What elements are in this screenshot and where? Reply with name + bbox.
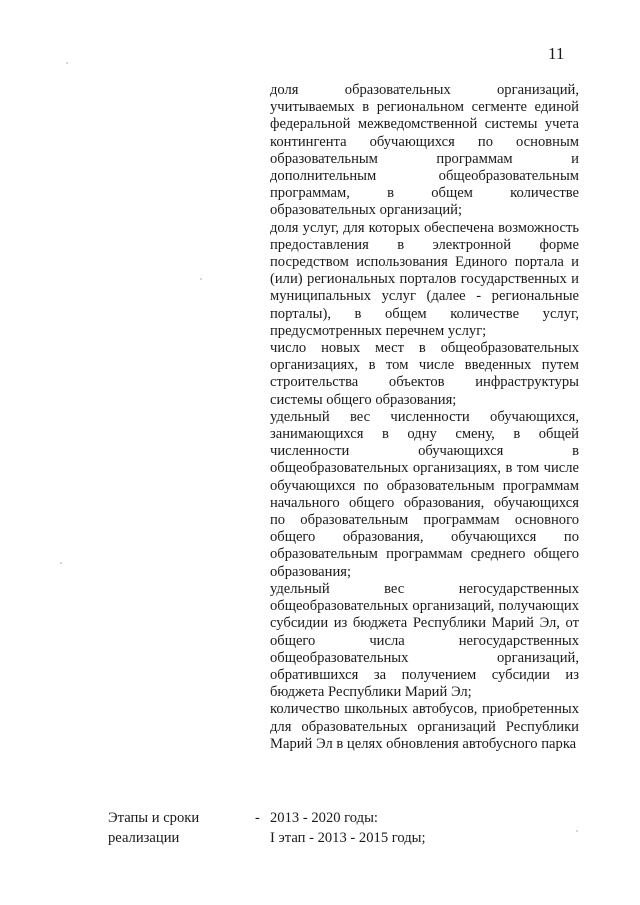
scan-speck [60, 562, 62, 564]
scan-speck [576, 830, 578, 832]
indicators-list [270, 82, 579, 753]
indicator-item: доля услуг, для которых обеспечена возможность предоставления в электронной форме посредством использования Единого портала и (или) региональных порталов государственных и муниципальных услуг (далее - региональные порталы), в общем количестве услуг, предусмотренных перечнем услуг; [270, 219, 579, 339]
stages-label-line: Этапы и сроки [108, 810, 200, 826]
stages-values [270, 808, 570, 848]
scan-speck [66, 62, 68, 64]
stages-label [108, 808, 228, 848]
stages-dash: - [255, 810, 260, 826]
indicator-item: удельный вес численности обучающихся, занимающихся в одну смену, в общей численности обучающихся в общеобразовательных организациях, в том числе обучающихся по образовательным программам начального общего образования, обучающихся по образовательным программам основного общего образования, обучающихся по образовательным программам среднего общего образования; [270, 408, 579, 580]
scan-speck [200, 278, 202, 280]
indicator-item: удельный вес негосударственных общеобразовательных организаций, получающих субсидии из бюджета Республики Марий Эл, от общего числа негосударственных общеобразовательных организаций, обратившихся за получением субсидии из бюджета Республики Марий Эл; [270, 580, 579, 701]
indicator-item: доля образовательных организаций, учитываемых в региональном сегменте единой федеральной межведомственной системы учета контингента обучающихся по основным образовательным программам и дополнительным общеобразовательным программам, в общем количестве образовательных организаций; [270, 82, 579, 219]
stages-period: 2013 - 2020 годы: [270, 810, 378, 826]
stages-label-line: реализации [108, 830, 180, 846]
indicator-item: количество школьных автобусов, приобретенных для образовательных организаций Республики Марий Эл в целях обновления автобусного парка [270, 701, 579, 752]
indicator-item: число новых мест в общеобразовательных организациях, в том числе введенных путем строительства объектов инфраструктуры системы общего образования; [270, 340, 579, 408]
stages-stage1: I этап - 2013 - 2015 годы; [270, 830, 426, 846]
page-number: 11 [548, 44, 565, 63]
